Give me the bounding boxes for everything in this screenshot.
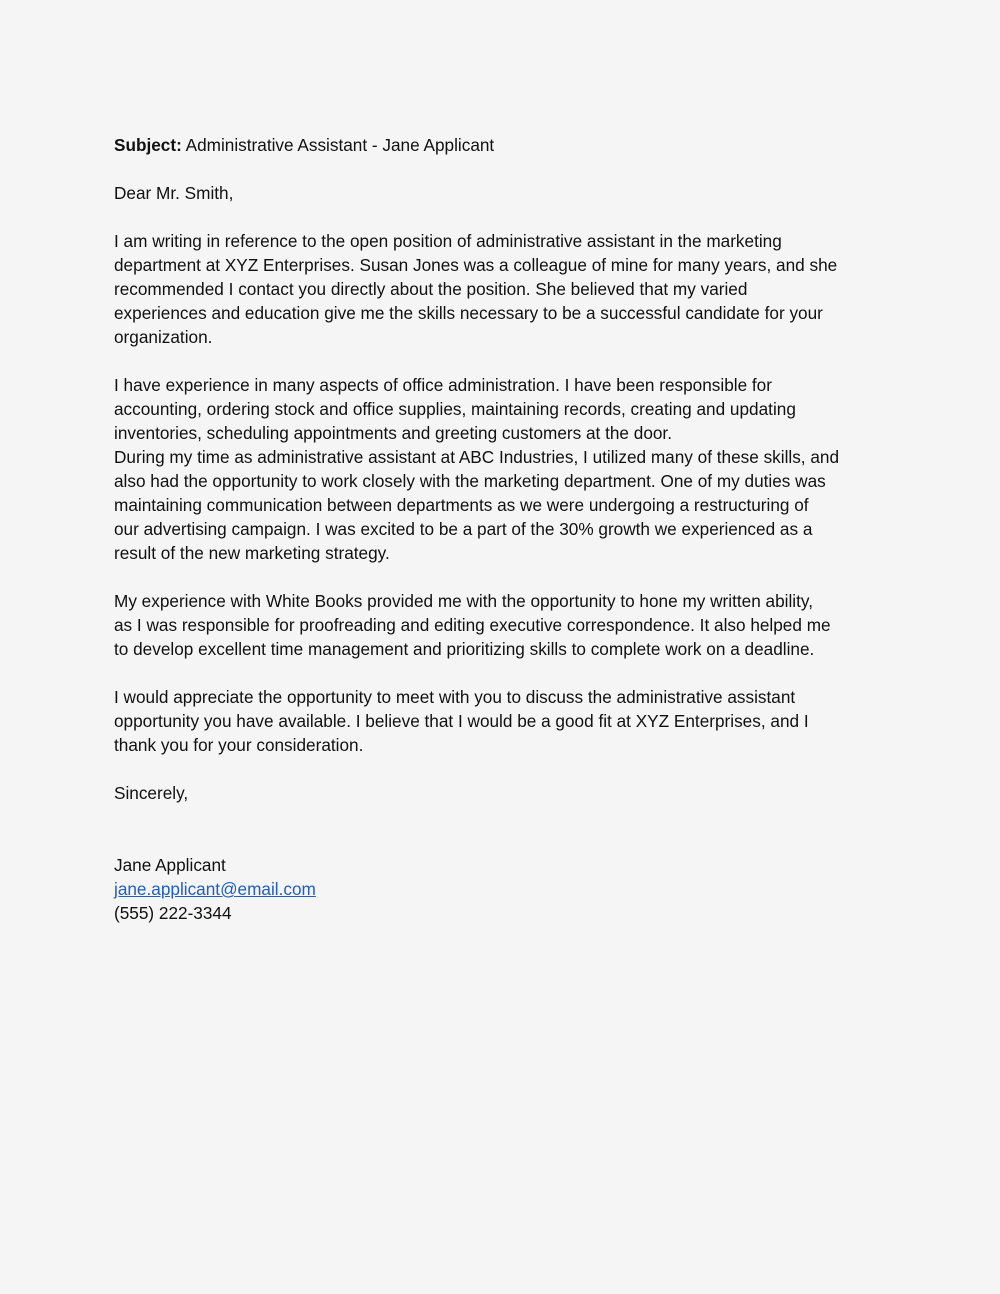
paragraph-line: department at XYZ Enterprises. Susan Jones was a colleague of mine for many years, and she [114,255,838,275]
signature-email-line [114,877,894,901]
paragraph-line: I am writing in reference to the open position of administrative assistant in the marketing [114,231,782,251]
paragraph-2 [114,373,894,565]
closing: Sincerely, [114,783,189,803]
paragraph-line: thank you for your consideration. [114,735,364,755]
paragraph-line: During my time as administrative assistant at ABC Industries, I utilized many of these skills, and [114,447,840,467]
paragraph-line: opportunity you have available. I believe that I would be a good fit at XYZ Enterprises, and I [114,711,809,731]
paragraph-line: I have experience in many aspects of office administration. I have been responsible for [114,375,772,395]
email-link[interactable]: jane.applicant@email.com [114,879,316,899]
subject-label: Subject: [114,135,182,155]
subject-line [114,133,894,157]
paragraph-line: to develop excellent time management and prioritizing skills to complete work on a deadline. [114,639,815,659]
paragraph-line: maintaining communication between departments as we were undergoing a restructuring of [114,495,809,515]
paragraph-line: My experience with White Books provided me with the opportunity to hone my written ability, [114,591,813,611]
paragraph-line: result of the new marketing strategy. [114,543,390,563]
paragraph-3 [114,589,894,661]
paragraph-line: organization. [114,327,213,347]
paragraph-line: experiences and education give me the skills necessary to be a successful candidate for your [114,303,823,323]
signature-name: Jane Applicant [114,855,226,875]
paragraph-line: accounting, ordering stock and office supplies, maintaining records, creating and updating [114,399,796,419]
paragraph-line: recommended I contact you directly about the position. She believed that my varied [114,279,748,299]
paragraph-line: also had the opportunity to work closely with the marketing department. One of my duties was [114,471,826,491]
paragraph-line: inventories, scheduling appointments and greeting customers at the door. [114,423,672,443]
signature-phone: (555) 222-3344 [114,903,232,923]
paragraph-line: as I was responsible for proofreading and editing executive correspondence. It also helped me [114,615,831,635]
paragraph-1 [114,229,894,349]
paragraph-line: our advertising campaign. I was excited to be a part of the 30% growth we experienced as a [114,519,813,539]
salutation: Dear Mr. Smith, [114,183,234,203]
signature-gap [114,805,894,853]
signature-block [114,853,894,925]
paragraph-line: I would appreciate the opportunity to meet with you to discuss the administrative assistant [114,687,796,707]
paragraph-4 [114,685,894,757]
letter-body [114,133,894,925]
subject-text: Administrative Assistant - Jane Applicant [181,135,495,155]
